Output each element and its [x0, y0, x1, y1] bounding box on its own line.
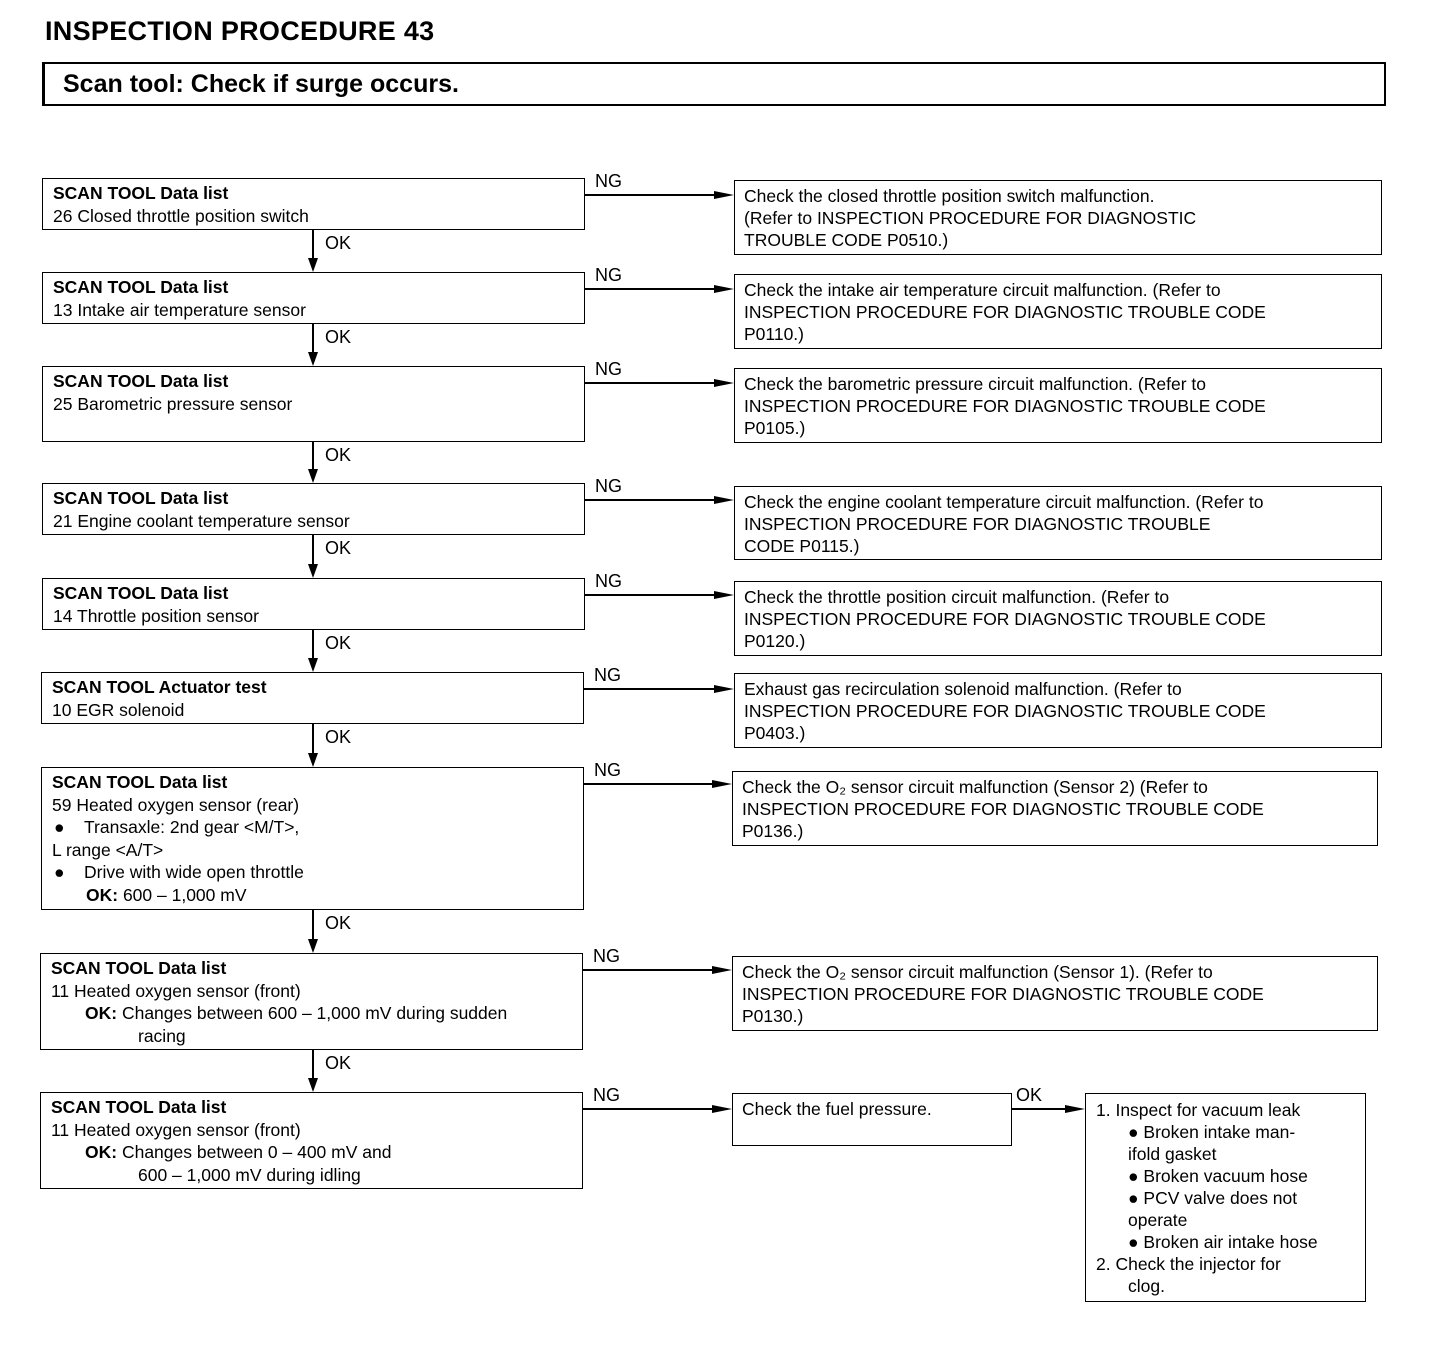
check-step-box: [42, 366, 585, 442]
ng-arrow-line: [584, 783, 712, 785]
result-line: INSPECTION PROCEDURE FOR DIAGNOSTIC TROUBLE CODE: [742, 984, 1264, 1004]
step-title: [53, 276, 574, 299]
step-text: SCAN TOOL Data list: [52, 772, 228, 792]
arrow-down-icon: [308, 658, 318, 672]
ok-label: OK: [325, 445, 352, 465]
result-line: INSPECTION PROCEDURE FOR DIAGNOSTIC TROUBLE CODE: [742, 799, 1264, 819]
check-step-box: [42, 178, 585, 230]
ok-label: OK: [325, 913, 352, 933]
step-line: [51, 1141, 572, 1164]
arrow-right-icon: [712, 1105, 732, 1113]
step-line: [52, 884, 573, 907]
result-line: Check the fuel pressure.: [742, 1099, 932, 1119]
ok-label: OK:: [85, 1003, 118, 1023]
step-line: [52, 839, 573, 862]
result-box: [734, 486, 1382, 560]
final-action-box: [1085, 1093, 1366, 1302]
result-box: [734, 368, 1382, 443]
step-line: [52, 794, 573, 817]
ok-label: OK: [325, 1053, 352, 1073]
result-line: INSPECTION PROCEDURE FOR DIAGNOSTIC TROUBLE CODE: [744, 396, 1266, 416]
arrow-right-icon: [714, 591, 734, 599]
step-title: [52, 676, 573, 699]
ng-arrow-line: [585, 499, 714, 501]
arrow-down-icon: [308, 258, 318, 272]
result-line: TROUBLE CODE P0510.): [744, 230, 949, 250]
result-line: Check the closed throttle position switch malfunction.: [744, 186, 1155, 206]
step-line: [52, 861, 573, 884]
ng-label: NG: [595, 476, 622, 496]
arrow-right-icon: [714, 285, 734, 293]
step-text: Changes between 0 – 400 mV and: [121, 1142, 392, 1162]
arrow-right-icon: [1065, 1105, 1085, 1113]
ok-arrow-line: [312, 442, 314, 470]
step-text: SCAN TOOL Data list: [53, 371, 229, 391]
step-title: [53, 582, 574, 605]
step-text: SCAN TOOL Data list: [53, 183, 229, 203]
step-text: SCAN TOOL Data list: [53, 277, 229, 297]
ok-arrow-line: [1012, 1108, 1065, 1110]
ng-label: NG: [595, 171, 622, 191]
step-text: Drive with wide open throttle: [84, 862, 304, 882]
step-line: [53, 299, 574, 322]
result-line: Check the O₂ sensor circuit malfunction (Sensor 1). (Refer to: [742, 962, 1213, 982]
step-text: Changes between 600 – 1,000 mV during sudden: [121, 1003, 508, 1023]
step-line: [51, 980, 572, 1003]
result-box: [732, 771, 1378, 846]
arrow-right-icon: [712, 780, 732, 788]
result-box: [734, 673, 1382, 748]
ok-label: OK: [325, 538, 352, 558]
arrow-down-icon: [308, 753, 318, 767]
ok-arrow-line: [312, 1050, 314, 1079]
step-line: [53, 510, 574, 533]
ng-arrow-line: [583, 969, 712, 971]
ok-arrow-line: [312, 230, 314, 259]
arrow-right-icon: [712, 966, 732, 974]
ng-arrow-line: [585, 288, 714, 290]
step-text: 11 Heated oxygen sensor (front): [51, 980, 301, 1001]
step-title: [53, 182, 574, 205]
step-text: 13 Intake air temperature sensor: [53, 299, 306, 320]
ok-arrow-line: [312, 630, 314, 659]
result-line: P0130.): [742, 1006, 804, 1026]
step-text: 10 EGR solenoid: [52, 699, 185, 720]
step-title: [51, 957, 572, 980]
page-title: INSPECTION PROCEDURE 43: [45, 16, 435, 46]
check-step-box: [42, 272, 585, 324]
check-step-box: [42, 483, 585, 535]
ok-label: OK: [325, 233, 352, 253]
step-line: [53, 205, 574, 228]
step-text: 11 Heated oxygen sensor (front): [51, 1119, 301, 1140]
arrow-down-icon: [308, 564, 318, 578]
ng-label: NG: [593, 946, 620, 966]
arrow-down-icon: [308, 939, 318, 953]
step-text: SCAN TOOL Data list: [51, 1097, 227, 1117]
ng-label: NG: [595, 571, 622, 591]
bullet-icon: ●: [54, 862, 65, 882]
ng-label: NG: [595, 359, 622, 379]
arrow-right-icon: [714, 191, 734, 199]
result-line: P0136.): [742, 821, 804, 841]
step-text: 26 Closed throttle position switch: [53, 205, 309, 226]
step-text: 59 Heated oxygen sensor (rear): [52, 794, 300, 815]
final-action-line: ● Broken air intake hose: [1128, 1232, 1318, 1252]
final-action-line: ifold gasket: [1128, 1144, 1217, 1164]
result-box: [734, 274, 1382, 349]
step-title: [51, 1096, 572, 1119]
step-text: SCAN TOOL Data list: [51, 958, 227, 978]
final-action-line: ● Broken vacuum hose: [1128, 1166, 1308, 1186]
result-line: INSPECTION PROCEDURE FOR DIAGNOSTIC TROUBLE CODE: [744, 609, 1266, 629]
result-line: INSPECTION PROCEDURE FOR DIAGNOSTIC TROUBLE CODE: [744, 302, 1266, 322]
final-action-line: ● PCV valve does not: [1128, 1188, 1298, 1208]
final-action-line: operate: [1128, 1210, 1188, 1230]
result-line: CODE P0115.): [744, 536, 860, 556]
final-action-line: clog.: [1128, 1276, 1165, 1296]
check-step-box: [40, 1092, 583, 1189]
step-text: 25 Barometric pressure sensor: [53, 393, 293, 414]
result-line: P0105.): [744, 418, 806, 438]
result-line: INSPECTION PROCEDURE FOR DIAGNOSTIC TROUBLE CODE: [744, 701, 1266, 721]
procedure-banner: [42, 62, 1386, 106]
ng-label: NG: [593, 1085, 620, 1105]
final-action-line: 1. Inspect for vacuum leak: [1096, 1100, 1301, 1120]
arrow-right-icon: [714, 379, 734, 387]
ok-arrow-line: [312, 324, 314, 353]
step-line: [51, 1164, 572, 1187]
step-line: [51, 1025, 572, 1048]
fuel-ok-label: OK: [1016, 1085, 1043, 1105]
step-text: L range <A/T>: [52, 839, 164, 860]
ng-arrow-line: [585, 194, 714, 196]
step-text: SCAN TOOL Data list: [53, 583, 229, 603]
result-line: Check the intake air temperature circuit malfunction. (Refer to: [744, 280, 1221, 300]
final-action-line: ● Broken intake man-: [1128, 1122, 1296, 1142]
arrow-down-icon: [308, 469, 318, 483]
step-text: 21 Engine coolant temperature sensor: [53, 510, 350, 531]
result-line: P0110.): [744, 324, 804, 344]
result-box: [734, 180, 1382, 255]
step-text: Transaxle: 2nd gear <M/T>,: [84, 817, 300, 837]
ng-arrow-line: [583, 1108, 712, 1110]
step-line: [51, 1119, 572, 1142]
step-line: [51, 1002, 572, 1025]
ok-label: OK: [325, 327, 352, 347]
ng-arrow-line: [584, 688, 714, 690]
check-step-box: [41, 672, 584, 724]
result-line: Check the barometric pressure circuit malfunction. (Refer to: [744, 374, 1206, 394]
check-step-box: [40, 953, 583, 1050]
result-line: Check the engine coolant temperature circuit malfunction. (Refer to: [744, 492, 1264, 512]
step-text: SCAN TOOL Actuator test: [52, 677, 267, 697]
result-line: Check the O₂ sensor circuit malfunction (Sensor 2) (Refer to: [742, 777, 1208, 797]
step-line: [52, 816, 573, 839]
bullet-icon: ●: [54, 817, 65, 837]
step-text: 600 – 1,000 mV: [122, 884, 247, 905]
ok-label: OK: [325, 727, 352, 747]
step-text: 600 – 1,000 mV during idling: [138, 1164, 361, 1185]
ng-arrow-line: [585, 594, 714, 596]
result-box: [732, 1093, 1012, 1146]
step-text: racing: [138, 1025, 186, 1046]
arrow-down-icon: [308, 352, 318, 366]
step-title: [53, 487, 574, 510]
step-title: [52, 771, 573, 794]
arrow-right-icon: [714, 496, 734, 504]
ng-label: NG: [594, 665, 621, 685]
ok-arrow-line: [312, 910, 314, 940]
result-line: (Refer to INSPECTION PROCEDURE FOR DIAGNOSTIC: [744, 208, 1197, 228]
step-line: [53, 393, 574, 416]
result-box: [734, 581, 1382, 656]
result-line: Check the throttle position circuit malfunction. (Refer to: [744, 587, 1170, 607]
ng-label: NG: [595, 265, 622, 285]
final-action-line: 2. Check the injector for: [1096, 1254, 1281, 1274]
step-line: [53, 605, 574, 628]
arrow-right-icon: [714, 685, 734, 693]
result-box: [732, 956, 1378, 1031]
ok-arrow-line: [312, 724, 314, 754]
arrow-down-icon: [308, 1078, 318, 1092]
result-line: INSPECTION PROCEDURE FOR DIAGNOSTIC TROUBLE: [744, 514, 1211, 534]
result-line: P0403.): [744, 723, 806, 743]
ok-label: OK:: [85, 1142, 118, 1162]
result-line: Exhaust gas recirculation solenoid malfunction. (Refer to: [744, 679, 1182, 699]
step-text: SCAN TOOL Data list: [53, 488, 229, 508]
step-line: [52, 699, 573, 722]
step-title: [53, 370, 574, 393]
ok-arrow-line: [312, 535, 314, 565]
ok-label: OK: [325, 633, 352, 653]
step-text: 14 Throttle position sensor: [53, 605, 259, 626]
ng-label: NG: [594, 760, 621, 780]
check-step-box: [42, 578, 585, 630]
check-step-box: [41, 767, 584, 910]
result-line: P0120.): [744, 631, 806, 651]
ng-arrow-line: [585, 382, 714, 384]
ok-label: OK:: [86, 884, 119, 905]
banner-text: Scan tool: Check if surge occurs.: [63, 70, 459, 98]
